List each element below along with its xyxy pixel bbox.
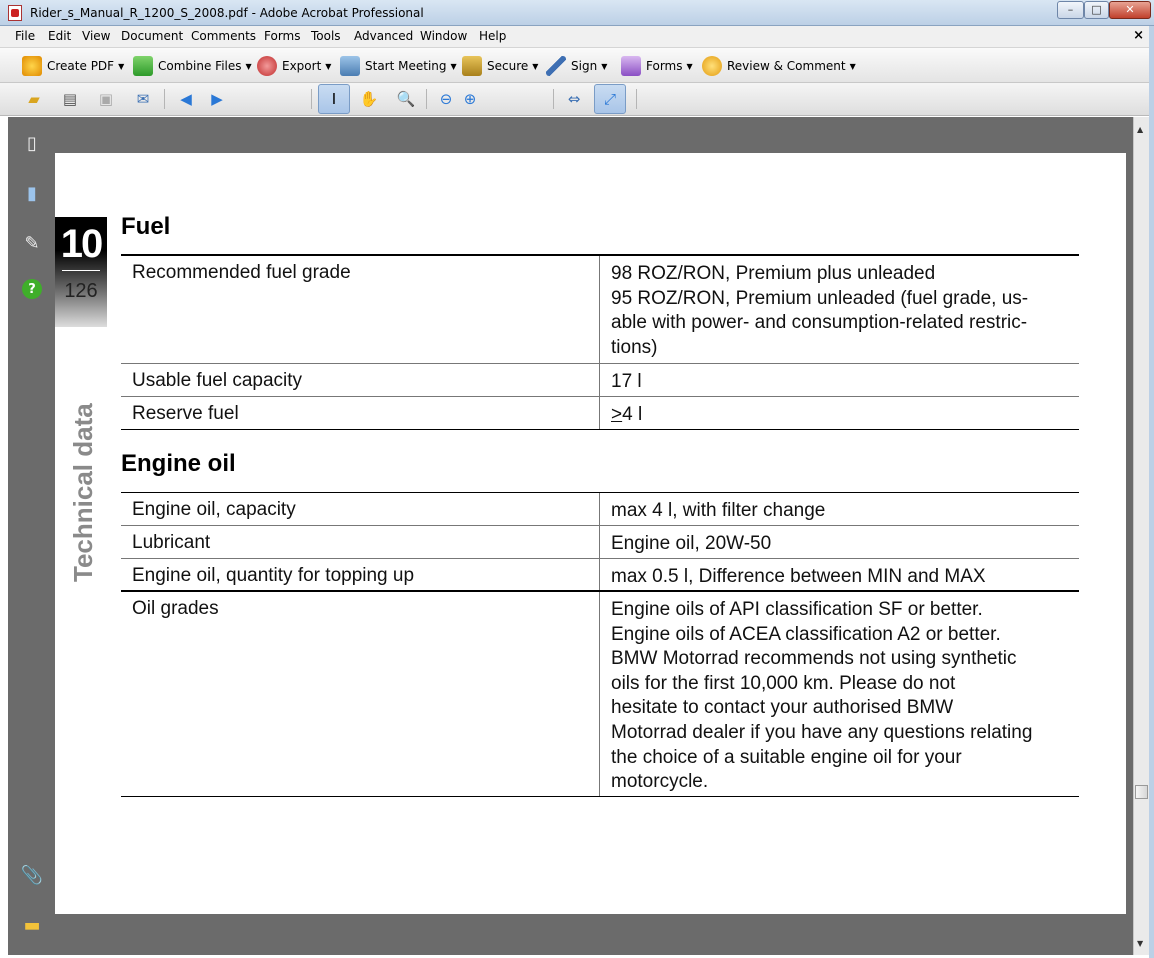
menu-forms[interactable]: Forms [264, 29, 301, 43]
bookmarks-icon[interactable]: ▮ [27, 182, 37, 204]
minimize-button[interactable]: – [1057, 1, 1084, 19]
attachments-icon[interactable]: 📎 [20, 864, 44, 886]
page-number: 126 [64, 280, 98, 302]
section-heading-engine-oil: Engine oil [121, 450, 236, 477]
window-title: Rider_s_Manual_R_1200_S_2008.pdf - Adobe Acrobat Professional [30, 6, 424, 20]
save-icon[interactable]: ▣ [98, 90, 114, 108]
forms-label: Forms [646, 59, 683, 73]
pdf-app-icon [8, 5, 22, 21]
forms-button[interactable] [621, 55, 693, 77]
toolbar-separator [164, 89, 165, 109]
navigation-toolbar [0, 83, 1154, 116]
toolbar-separator [636, 89, 637, 109]
comments-icon[interactable]: ▬ [23, 914, 41, 936]
chevron-down-icon: ▼ [849, 61, 856, 71]
value-line: Engine oils of ACEA classification A2 or better. [611, 623, 1001, 645]
table-row [121, 526, 1079, 559]
close-document-icon[interactable]: × [1133, 28, 1144, 43]
start-meeting-label: Start Meeting [365, 59, 447, 73]
review-comment-button[interactable] [702, 55, 856, 77]
row-label: Reserve fuel [132, 403, 239, 424]
title-bar [0, 0, 1154, 26]
chapter-side-title: Technical data [68, 403, 98, 582]
export-button[interactable] [257, 55, 331, 77]
chapter-divider [62, 270, 100, 271]
vertical-scrollbar[interactable] [1133, 117, 1149, 955]
menu-tools[interactable]: Tools [311, 29, 341, 43]
sign-label: Sign [571, 59, 598, 73]
value-line: Motorrad dealer if you have any questions relating [611, 721, 1033, 743]
previous-page-icon[interactable]: ◀ [180, 90, 192, 108]
menu-comments[interactable]: Comments [191, 29, 257, 43]
column-divider [599, 256, 600, 363]
combine-files-label: Combine Files [158, 59, 242, 73]
table-row [121, 559, 1079, 592]
menu-window[interactable]: Window [420, 29, 468, 43]
table-row [121, 364, 1079, 397]
chapter-number: 10 [60, 222, 102, 266]
navigation-pane [8, 117, 54, 955]
pages-icon[interactable]: ▯ [27, 132, 37, 154]
chevron-down-icon: ▼ [118, 61, 125, 71]
menu-bar [0, 26, 1154, 48]
scroll-thumb[interactable] [1135, 785, 1148, 799]
row-value [611, 598, 1071, 795]
value-line: motorcycle. [611, 771, 709, 793]
menu-help[interactable]: Help [479, 29, 507, 43]
table-row [121, 397, 1079, 430]
row-label: Usable fuel capacity [132, 370, 303, 391]
secure-label: Secure [487, 59, 529, 73]
engine-oil-table [121, 492, 1079, 797]
row-label: Recommended fuel grade [132, 262, 351, 283]
zoom-in-icon[interactable]: ⊕ [463, 90, 477, 108]
create-pdf-button[interactable] [22, 55, 124, 77]
scroll-down-icon[interactable]: ▼ [1137, 939, 1144, 948]
column-divider [599, 364, 600, 396]
table-row [121, 592, 1079, 797]
zoom-out-icon[interactable]: ⊖ [439, 90, 453, 108]
chevron-down-icon: ▼ [532, 61, 539, 71]
section-heading-fuel: Fuel [121, 213, 171, 240]
reserve-amount: 4 l [622, 404, 643, 425]
comment-bubble-icon [702, 56, 722, 76]
menu-edit[interactable]: Edit [48, 29, 72, 43]
row-value [611, 403, 1071, 428]
value-line: BMW Motorrad recommends not using synthetic [611, 648, 1017, 670]
toolbar-separator [311, 89, 312, 109]
column-divider [599, 526, 600, 558]
column-divider [599, 559, 600, 590]
row-value: Engine oil, 20W-50 [611, 533, 772, 554]
row-value [611, 262, 1071, 360]
export-icon [257, 56, 277, 76]
menu-advanced[interactable]: Advanced [354, 29, 414, 43]
row-label: Engine oil, quantity for topping up [132, 565, 415, 586]
table-row [121, 256, 1079, 364]
secure-button[interactable] [462, 55, 538, 77]
value-line: the choice of a suitable engine oil for your [611, 746, 962, 768]
menu-file[interactable]: File [15, 29, 36, 43]
fuel-table [121, 254, 1079, 430]
value-line: 98 ROZ/RON, Premium plus unleaded [611, 263, 936, 284]
select-tool-icon[interactable]: I [318, 84, 350, 114]
window-border [1149, 26, 1154, 958]
pen-icon [546, 56, 566, 76]
create-pdf-icon [22, 56, 42, 76]
review-comment-label: Review & Comment [727, 59, 846, 73]
chevron-down-icon: ▼ [450, 61, 457, 71]
forms-icon [621, 56, 641, 76]
value-line: Engine oils of API classification SF or better. [611, 599, 983, 620]
table-row [121, 493, 1079, 526]
open-folder-icon[interactable]: ▰ [28, 90, 40, 108]
task-toolbar [0, 48, 1154, 83]
value-line: oils for the first 10,000 km. Please do not [611, 672, 956, 694]
start-meeting-button[interactable] [340, 55, 457, 77]
menu-document[interactable]: Document [121, 29, 184, 43]
meeting-icon [340, 56, 360, 76]
toolbar-separator [553, 89, 554, 109]
menu-view[interactable]: View [82, 29, 111, 43]
help-icon[interactable]: ? [22, 279, 42, 299]
greater-equal-symbol: > [611, 404, 623, 425]
next-page-icon[interactable]: ▶ [211, 90, 223, 108]
row-label: Oil grades [132, 598, 219, 619]
column-divider [599, 493, 600, 525]
export-label: Export [282, 59, 322, 73]
lock-icon [462, 56, 482, 76]
column-divider [599, 592, 600, 796]
row-value: 17 l [611, 371, 642, 392]
toolbar-separator [426, 89, 427, 109]
row-value: max 0.5 l, Difference between MIN and MAX [611, 566, 986, 587]
email-icon[interactable]: ✉ [136, 90, 150, 108]
value-line: 95 ROZ/RON, Premium unleaded (fuel grade, us- [611, 287, 1029, 309]
row-label: Lubricant [132, 532, 211, 553]
combine-files-button[interactable] [133, 55, 252, 77]
close-button[interactable]: ✕ [1109, 1, 1151, 19]
value-line: tions) [611, 336, 658, 358]
hand-tool-icon[interactable]: ✋ [359, 90, 379, 108]
combine-files-icon [133, 56, 153, 76]
print-icon[interactable]: ▤ [62, 90, 78, 108]
signatures-icon[interactable]: ✎ [24, 232, 40, 254]
row-label: Engine oil, capacity [132, 499, 296, 520]
chevron-down-icon: ▼ [325, 61, 332, 71]
chevron-down-icon: ▼ [245, 61, 252, 71]
create-pdf-label: Create PDF [47, 59, 115, 73]
chevron-down-icon: ▼ [686, 61, 693, 71]
zoom-tool-icon[interactable]: 🔍 [396, 90, 416, 108]
sign-button[interactable] [546, 55, 607, 77]
column-divider [599, 397, 600, 429]
maximize-button[interactable]: □ [1084, 1, 1109, 19]
chevron-down-icon: ▼ [601, 61, 608, 71]
scroll-up-icon[interactable]: ▲ [1137, 125, 1144, 134]
fit-width-icon[interactable]: ⇔ [567, 90, 581, 108]
fit-page-icon[interactable]: ⤢ [594, 84, 626, 114]
value-line: hesitate to contact your authorised BMW [611, 697, 954, 719]
value-line: able with power- and consumption-related restric- [611, 312, 1028, 334]
row-value: max 4 l, with filter change [611, 500, 826, 521]
